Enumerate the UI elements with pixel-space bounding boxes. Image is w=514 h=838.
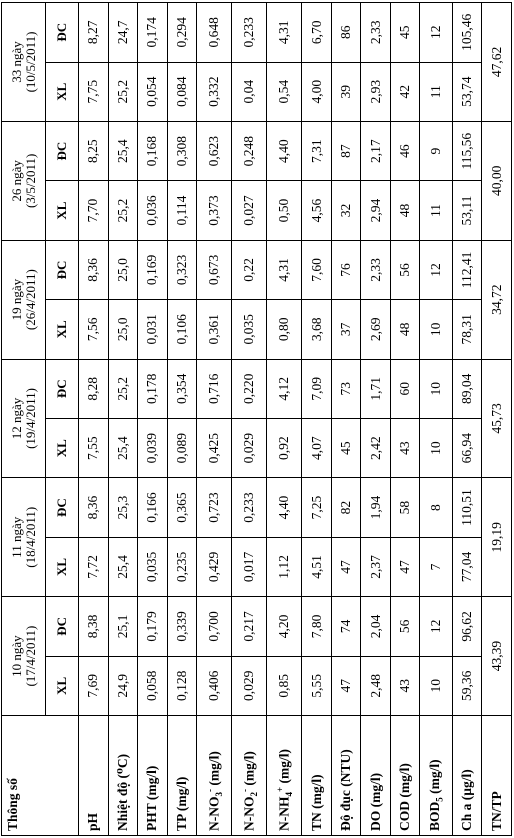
table-cell: 0,178: [138, 359, 168, 418]
table-row: [452, 3, 482, 836]
table-cell: 86: [331, 3, 361, 63]
table-cell: 0,648: [197, 3, 232, 63]
table-cell: 8,38: [79, 597, 109, 656]
table-row: [482, 3, 512, 836]
table-cell: 32: [331, 181, 361, 240]
row-label: TN/TP: [482, 716, 512, 836]
table-cell: 4,20: [267, 597, 302, 656]
table-cell: 0,084: [167, 62, 197, 121]
header-group-26-days: 26 ngày (3/5/2011): [2, 121, 46, 240]
table-cell: 0,406: [197, 656, 232, 715]
table-cell: 96,62: [452, 597, 482, 656]
table-cell: 0,361: [197, 300, 232, 359]
header-dc: ĐC: [46, 3, 79, 63]
table-cell: 10: [420, 418, 452, 477]
table-cell: 8,36: [79, 478, 109, 537]
header-dc: ĐC: [46, 359, 79, 418]
table-cell-merged: 40,00: [482, 121, 512, 240]
table-cell: 0,174: [138, 3, 168, 63]
table-cell: 48: [390, 181, 420, 240]
table-cell: 1,12: [267, 537, 302, 596]
table-cell: 0,017: [232, 537, 267, 596]
header-parameter: Thông số: [2, 716, 79, 836]
table-cell: 2,04: [361, 597, 391, 656]
table-cell: 105,46: [452, 3, 482, 63]
table-cell: 11: [420, 181, 452, 240]
table-cell: 12: [420, 597, 452, 656]
table-cell: 7,80: [302, 597, 332, 656]
table-cell: 0,166: [138, 478, 168, 537]
table-row: [267, 3, 302, 836]
table-cell: 0,339: [167, 597, 197, 656]
table-cell: 12: [420, 240, 452, 299]
table-cell: 46: [390, 121, 420, 180]
table-cell: 74: [331, 597, 361, 656]
table-cell: 59,36: [452, 656, 482, 715]
table-cell: 7,75: [79, 62, 109, 121]
header-xl: XL: [46, 656, 79, 715]
table-cell: 0,128: [167, 656, 197, 715]
table-cell: 0,169: [138, 240, 168, 299]
table-cell: 7,25: [302, 478, 332, 537]
table-cell: 0,035: [138, 537, 168, 596]
header-group-12-days: 12 ngày (19/4/2011): [2, 359, 46, 478]
table-cell: 8: [420, 478, 452, 537]
table-cell-merged: 45,73: [482, 359, 512, 478]
table-cell: 0,429: [197, 537, 232, 596]
header-xl: XL: [46, 62, 79, 121]
table-cell: 66,94: [452, 418, 482, 477]
table-cell: 76: [331, 240, 361, 299]
table-cell: 87: [331, 121, 361, 180]
table-cell: 8,27: [79, 3, 109, 63]
table-cell: 25,2: [108, 62, 138, 121]
row-label: COD (mg/l): [390, 716, 420, 836]
table-cell: 0,029: [232, 418, 267, 477]
table-cell: 1,71: [361, 359, 391, 418]
header-group-33-days: 33 ngày (10/5/2011): [2, 3, 46, 122]
table-cell: 0,723: [197, 478, 232, 537]
table-cell: 60: [390, 359, 420, 418]
table-cell: 25,0: [108, 240, 138, 299]
table-cell: 0,425: [197, 418, 232, 477]
row-label: Ch a (µg/l): [452, 716, 482, 836]
table-row: [420, 3, 452, 836]
table-row: [302, 3, 332, 836]
table-cell: 0,217: [232, 597, 267, 656]
table-cell: 10: [420, 656, 452, 715]
table-cell: 9: [420, 121, 452, 180]
table-row: [108, 3, 138, 836]
table-row: [167, 3, 197, 836]
header-group-10-days: 10 ngày (17/4/2011): [2, 597, 46, 716]
table-cell: 0,716: [197, 359, 232, 418]
table-cell: 0,373: [197, 181, 232, 240]
table-cell: 0,114: [167, 181, 197, 240]
table-cell: 112,41: [452, 240, 482, 299]
table-cell: 2,93: [361, 62, 391, 121]
table-cell: 7,56: [79, 300, 109, 359]
table-cell: 4,40: [267, 121, 302, 180]
table-cell: 10: [420, 359, 452, 418]
table-cell: 0,354: [167, 359, 197, 418]
table-cell: 2,33: [361, 3, 391, 63]
table-cell: 0,248: [232, 121, 267, 180]
table-cell: 0,85: [267, 656, 302, 715]
table-cell: 0,294: [167, 3, 197, 63]
table-cell: 0,029: [232, 656, 267, 715]
table-cell: 0,106: [167, 300, 197, 359]
table-cell: 0,623: [197, 121, 232, 180]
table-cell: 4,12: [267, 359, 302, 418]
table-cell: 2,94: [361, 181, 391, 240]
table-cell: 89,04: [452, 359, 482, 418]
header-xl: XL: [46, 300, 79, 359]
row-label: Độ đục (NTU): [331, 716, 361, 836]
table-cell-merged: 47,62: [482, 3, 512, 122]
table-cell: 58: [390, 478, 420, 537]
table-row: [197, 3, 232, 836]
water-quality-table: [1, 2, 512, 836]
table-cell: 7,09: [302, 359, 332, 418]
table-cell: 0,54: [267, 62, 302, 121]
table-cell: 39: [331, 62, 361, 121]
table-cell: 0,332: [197, 62, 232, 121]
table-cell: 25,3: [108, 478, 138, 537]
table-cell: 115,56: [452, 121, 482, 180]
table-cell: 25,1: [108, 597, 138, 656]
header-xl: XL: [46, 537, 79, 596]
table-cell: 8,25: [79, 121, 109, 180]
row-label: $BOD_5$ (mg/l): [420, 716, 452, 836]
table-cell: 37: [331, 300, 361, 359]
table-cell: 4,31: [267, 3, 302, 63]
table-cell: 77,04: [452, 537, 482, 596]
table-row: [79, 3, 109, 836]
table-cell: 0,233: [232, 478, 267, 537]
table-cell: 0,089: [167, 418, 197, 477]
header-dc: ĐC: [46, 478, 79, 537]
table-cell: 2,42: [361, 418, 391, 477]
table-cell: 45: [390, 3, 420, 63]
table-cell: 2,48: [361, 656, 391, 715]
table-cell: 110,51: [452, 478, 482, 537]
table-cell: 42: [390, 62, 420, 121]
table-cell: 11: [420, 62, 452, 121]
row-label: TP (mg/l): [167, 716, 197, 836]
table-cell: 10: [420, 300, 452, 359]
table-cell: 0,04: [232, 62, 267, 121]
table-cell: 0,308: [167, 121, 197, 180]
table-cell: 53,11: [452, 181, 482, 240]
table-cell: 0,673: [197, 240, 232, 299]
table-cell: 4,40: [267, 478, 302, 537]
header-dc: ĐC: [46, 240, 79, 299]
row-label: $N-NH_4^+$ (mg/l): [267, 716, 302, 836]
table-cell: 24,7: [108, 3, 138, 63]
table-cell: 6,70: [302, 3, 332, 63]
table-cell: 2,33: [361, 240, 391, 299]
table-cell: 4,00: [302, 62, 332, 121]
table-cell: 4,56: [302, 181, 332, 240]
table-cell: 0,035: [232, 300, 267, 359]
table-cell: 7,72: [79, 537, 109, 596]
row-label: pH: [79, 716, 109, 836]
table-cell: 47: [390, 537, 420, 596]
table-cell: 25,0: [108, 300, 138, 359]
table-cell-merged: 34,72: [482, 240, 512, 359]
table-row: [232, 3, 267, 836]
table-cell: 0,179: [138, 597, 168, 656]
table-cell: 43: [390, 656, 420, 715]
table-cell: 0,054: [138, 62, 168, 121]
table-cell: 0,058: [138, 656, 168, 715]
table-cell: 2,69: [361, 300, 391, 359]
table-cell: 82: [331, 478, 361, 537]
table-cell-merged: 43,39: [482, 597, 512, 716]
table-cell: 0,220: [232, 359, 267, 418]
table-cell: 0,365: [167, 478, 197, 537]
table-cell: 78,31: [452, 300, 482, 359]
table-cell: 3,68: [302, 300, 332, 359]
table-cell: 45: [331, 418, 361, 477]
row-label: PHT (mg/l): [138, 716, 168, 836]
table-cell: 25,2: [108, 181, 138, 240]
table-cell: 12: [420, 3, 452, 63]
header-group-11-days: 11 ngày (18/4/2011): [2, 478, 46, 597]
table-cell: 0,50: [267, 181, 302, 240]
table-cell: 0,233: [232, 3, 267, 63]
table-cell: 7,69: [79, 656, 109, 715]
table-cell: 47: [331, 537, 361, 596]
table-cell: 0,92: [267, 418, 302, 477]
table-cell: 0,235: [167, 537, 197, 596]
table-row: [331, 3, 361, 836]
table-cell: 4,07: [302, 418, 332, 477]
table-cell: 24,9: [108, 656, 138, 715]
table-cell: 56: [390, 597, 420, 656]
row-label: TN (mg/l): [302, 716, 332, 836]
table-cell: 7,55: [79, 418, 109, 477]
table-cell: 56: [390, 240, 420, 299]
table-cell: 4,51: [302, 537, 332, 596]
table-cell: 7: [420, 537, 452, 596]
table-cell: 0,039: [138, 418, 168, 477]
table-cell: 73: [331, 359, 361, 418]
table-cell: 1,94: [361, 478, 391, 537]
table-cell: 25,4: [108, 418, 138, 477]
row-label: DO (mg/l): [361, 716, 391, 836]
table-cell: 7,70: [79, 181, 109, 240]
table-cell: 25,2: [108, 359, 138, 418]
table-cell: 25,4: [108, 121, 138, 180]
table-cell: 25,4: [108, 537, 138, 596]
row-label: Nhiệt độ (⁰C): [108, 716, 138, 836]
header-xl: XL: [46, 181, 79, 240]
table-cell: 8,28: [79, 359, 109, 418]
table-cell: 0,168: [138, 121, 168, 180]
header-xl: XL: [46, 418, 79, 477]
table-cell: 2,37: [361, 537, 391, 596]
table-cell: 8,36: [79, 240, 109, 299]
header-dc: ĐC: [46, 597, 79, 656]
table-cell: 7,31: [302, 121, 332, 180]
table-cell: 0,031: [138, 300, 168, 359]
table-cell: 0,22: [232, 240, 267, 299]
table-cell: 0,036: [138, 181, 168, 240]
header-group-19-days: 19 ngày (26/4/2011): [2, 240, 46, 359]
table-cell: 47: [331, 656, 361, 715]
table-cell: 0,700: [197, 597, 232, 656]
table-cell: 48: [390, 300, 420, 359]
header-dc: ĐC: [46, 121, 79, 180]
row-label: $N-NO_3^-$ (mg/l): [197, 716, 232, 836]
table-cell: 2,17: [361, 121, 391, 180]
table-cell: 7,60: [302, 240, 332, 299]
table-cell: 0,027: [232, 181, 267, 240]
table-cell: 0,80: [267, 300, 302, 359]
table-cell-merged: 19,19: [482, 478, 512, 597]
table-row: [138, 3, 168, 836]
table-cell: 43: [390, 418, 420, 477]
table-cell: 53,74: [452, 62, 482, 121]
table-cell: 0,323: [167, 240, 197, 299]
table-row: [390, 3, 420, 836]
table-cell: 5,55: [302, 656, 332, 715]
row-label: $N-NO_2^-$ (mg/l): [232, 716, 267, 836]
table-cell: 4,31: [267, 240, 302, 299]
table-row: [361, 3, 391, 836]
